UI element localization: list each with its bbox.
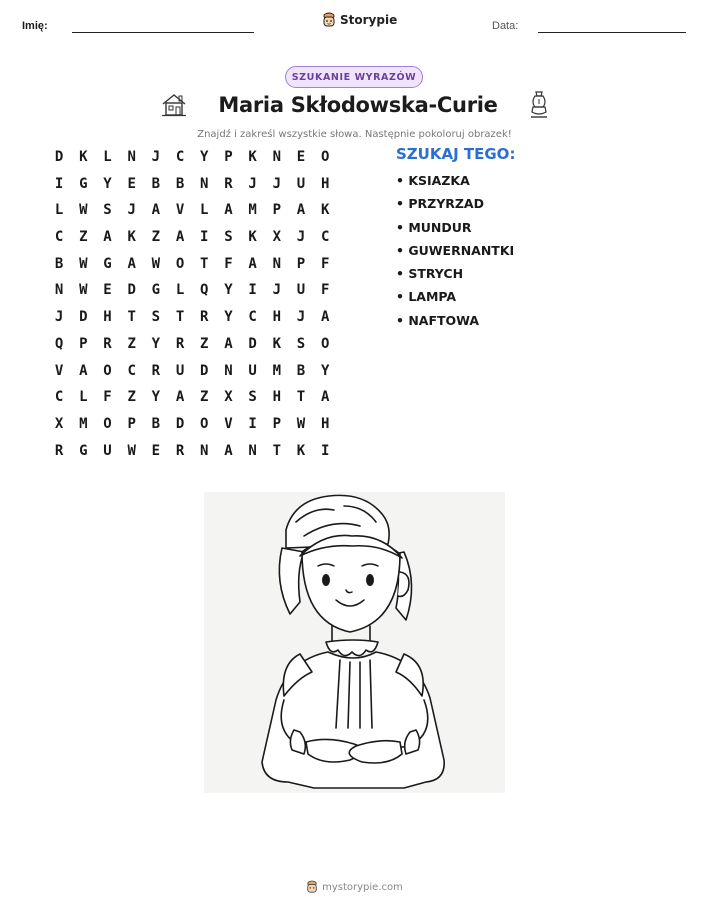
grid-letter[interactable]: A [296,202,306,219]
grid-letter[interactable]: S [296,335,306,352]
grid-letter[interactable]: U [103,442,112,459]
grid-letter[interactable]: S [151,309,161,326]
grid-letter[interactable]: W [127,442,136,459]
grid-letter[interactable]: G [79,442,88,459]
grid-letter[interactable]: W [79,282,88,299]
word-list [396,172,514,335]
grid-letter[interactable]: K [272,335,281,352]
grid-letter[interactable]: H [272,389,281,406]
grid-letter[interactable]: Y [224,282,233,299]
grid-letter[interactable]: Y [320,362,330,379]
grid-letter[interactable]: R [103,335,112,352]
name-label: Imię: [22,20,48,32]
grid-letter[interactable]: V [54,362,64,379]
grid-letter[interactable]: C [175,149,185,165]
grid-letter[interactable]: Z [127,335,136,352]
grid-letter[interactable]: O [175,255,185,272]
grid-letter[interactable]: T [175,309,185,326]
grid-letter[interactable]: D [79,309,88,326]
grid-letter[interactable]: F [103,389,112,406]
date-line[interactable] [538,32,686,33]
grid-letter[interactable]: J [127,202,136,219]
grid-letter[interactable]: G [103,255,112,272]
grid-letter[interactable]: T [200,255,209,272]
grid-letter[interactable]: Y [151,389,161,406]
grid-letter[interactable]: Z [200,389,209,406]
grid-letter[interactable]: E [127,175,136,192]
footer [0,880,709,894]
grid-letter[interactable]: P [272,202,281,219]
word-list-item: • LAMPA [396,289,457,305]
grid-letter[interactable]: B [296,362,306,379]
word-list-item: • NAFTOWA [396,312,480,328]
grid-letter[interactable]: M [272,362,281,379]
grid-letter[interactable]: U [175,362,185,379]
grid-letter[interactable]: H [320,175,330,192]
grid-letter[interactable]: P [296,255,306,272]
brand-logo [322,12,397,28]
grid-letter[interactable]: A [224,335,233,352]
grid-letter[interactable]: U [248,362,257,379]
house-icon [160,92,188,118]
grid-letter[interactable]: A [175,389,185,406]
activity-badge-label: SZUKANIE WYRAZÓW [291,71,417,83]
oil-lamp-icon [528,90,550,120]
word-list-item: • GUWERNANTKI [396,242,515,258]
grid-letter[interactable]: D [248,335,257,352]
grid-letter[interactable]: Q [200,282,209,299]
grid-letter[interactable]: O [200,415,209,432]
grid-letter[interactable]: R [200,309,209,326]
grid-letter[interactable]: I [200,229,209,246]
grid-letter[interactable]: S [248,389,257,406]
grid-letter[interactable]: O [320,335,330,352]
grid-letter[interactable]: R [175,442,185,459]
grid-letter[interactable]: Z [151,229,161,246]
grid-letter[interactable]: A [224,442,233,459]
grid-letter[interactable]: G [151,282,161,299]
grid-letter[interactable]: A [320,389,330,406]
grid-letter[interactable]: N [272,149,281,165]
grid-letter[interactable]: T [272,442,281,459]
grid-letter[interactable]: L [200,202,209,219]
grid-letter[interactable]: U [296,282,306,299]
grid-letter[interactable]: J [248,175,257,192]
grid-letter[interactable]: C [54,229,64,246]
grid-letter[interactable]: N [54,282,64,299]
grid-letter[interactable]: N [224,362,233,379]
coloring-picture [204,492,505,793]
letter-grid[interactable] [47,146,337,466]
title-row [160,90,550,120]
instructions: Znajdź i zakreśl wszystkie słowa. Następnie pokoloruj obrazek! [197,129,512,140]
grid-letter[interactable]: X [272,229,281,246]
grid-letter[interactable]: W [79,255,88,272]
grid-letter[interactable]: A [79,362,88,379]
grid-letter[interactable]: Y [224,309,233,326]
grid-letter[interactable]: K [79,149,88,165]
grid-letter[interactable]: O [103,415,112,432]
grid-letter[interactable]: F [320,282,330,299]
marie-curie-coloring-illustration [204,492,505,793]
grid-letter[interactable]: E [151,442,161,459]
grid-letter[interactable]: O [320,149,330,165]
grid-letter[interactable]: M [248,202,257,219]
grid-letter[interactable]: W [296,415,306,432]
grid-letter[interactable]: E [296,149,306,165]
grid-letter[interactable]: F [224,255,233,272]
grid-letter[interactable]: K [248,149,257,165]
activity-badge [285,66,423,88]
grid-letter[interactable]: Z [79,229,88,246]
grid-letter[interactable]: J [54,309,64,326]
pie-mascot-icon [322,12,336,28]
page-title: Maria Skłodowska-Curie [218,93,498,117]
grid-letter[interactable]: I [248,415,257,432]
grid-letter[interactable]: J [272,175,281,192]
grid-letter[interactable]: B [54,255,64,272]
grid-letter[interactable]: O [103,362,112,379]
grid-letter[interactable]: B [151,175,161,192]
grid-letter[interactable]: R [224,175,233,192]
grid-letter[interactable]: L [79,389,88,406]
grid-letter[interactable]: A [103,229,112,246]
word-list-item: • MUNDUR [396,219,472,235]
grid-letter[interactable]: R [54,442,64,459]
grid-letter[interactable]: C [54,389,64,406]
grid-letter[interactable]: I [54,175,64,192]
grid-letter[interactable]: J [151,149,161,165]
grid-letter[interactable]: K [296,442,306,459]
word-list-title: SZUKAJ TEGO: [396,145,516,163]
grid-letter[interactable]: N [272,255,281,272]
name-line[interactable] [72,32,254,33]
grid-letter[interactable]: S [224,229,233,246]
grid-letter[interactable]: A [151,202,161,219]
grid-letter[interactable]: L [175,282,185,299]
grid-letter[interactable]: K [248,229,257,246]
grid-letter[interactable]: Q [54,335,64,352]
grid-letter[interactable]: E [103,282,112,299]
grid-letter[interactable]: Z [127,389,136,406]
grid-letter[interactable]: U [296,175,306,192]
brand-name: Storypie [340,13,398,27]
word-list-item: • PRZYRZAD [396,196,484,212]
grid-letter[interactable]: A [224,202,233,219]
grid-letter[interactable]: N [200,175,209,192]
grid-letter[interactable]: N [127,149,136,165]
grid-letter[interactable]: G [79,175,88,192]
grid-letter[interactable]: V [175,202,185,219]
grid-letter[interactable]: M [79,415,88,432]
grid-letter[interactable]: F [320,255,330,272]
grid-letter[interactable]: B [151,415,161,432]
grid-letter[interactable]: D [127,282,136,299]
grid-letter[interactable]: Y [151,335,161,352]
grid-letter[interactable]: L [103,149,112,165]
grid-letter[interactable]: J [296,309,306,326]
grid-letter[interactable]: C [248,309,257,326]
date-label: Data: [492,20,519,32]
grid-letter[interactable]: N [248,442,257,459]
word-list-item: • KSIAZKA [396,173,470,188]
grid-letter[interactable]: J [272,282,281,299]
grid-letter[interactable]: H [103,309,112,326]
grid-letter[interactable]: I [320,442,330,459]
grid-letter[interactable]: K [320,202,330,219]
grid-letter[interactable]: W [151,255,161,272]
grid-letter[interactable]: A [127,255,136,272]
grid-letter[interactable]: P [79,335,88,352]
grid-letter[interactable]: A [248,255,257,272]
grid-letter[interactable]: D [175,415,185,432]
grid-letter[interactable]: R [175,335,185,352]
grid-letter[interactable]: X [54,415,64,432]
word-list-item: • STRYCH [396,266,464,282]
grid-letter[interactable]: C [127,362,136,379]
grid-letter[interactable]: A [320,309,330,326]
grid-letter[interactable]: T [127,309,136,326]
grid-letter[interactable]: I [248,282,257,299]
grid-letter[interactable]: L [54,202,64,219]
grid-letter[interactable]: Y [103,175,112,192]
grid-letter[interactable]: W [79,202,88,219]
grid-letter[interactable]: V [224,415,233,432]
grid-letter[interactable]: H [272,309,281,326]
grid-letter[interactable]: T [296,389,306,406]
grid-letter[interactable]: P [224,149,233,165]
footer-url[interactable]: mystorypie.com [322,881,403,893]
grid-letter[interactable]: B [175,175,185,192]
grid-letter[interactable]: R [151,362,161,379]
grid-letter[interactable]: K [127,229,136,246]
grid-letter[interactable]: D [200,362,209,379]
grid-letter[interactable]: C [320,229,330,246]
grid-letter[interactable]: P [272,415,281,432]
grid-letter[interactable]: S [103,202,112,219]
grid-letter[interactable]: N [200,442,209,459]
grid-letter[interactable]: P [127,415,136,432]
grid-letter[interactable]: Z [200,335,209,352]
grid-letter[interactable]: A [175,229,185,246]
grid-letter[interactable]: D [54,149,64,165]
grid-letter[interactable]: J [296,229,306,246]
grid-letter[interactable]: H [320,415,330,432]
grid-letter[interactable]: X [224,389,233,406]
grid-letter[interactable]: Y [200,149,209,165]
pie-mascot-icon [306,880,318,894]
